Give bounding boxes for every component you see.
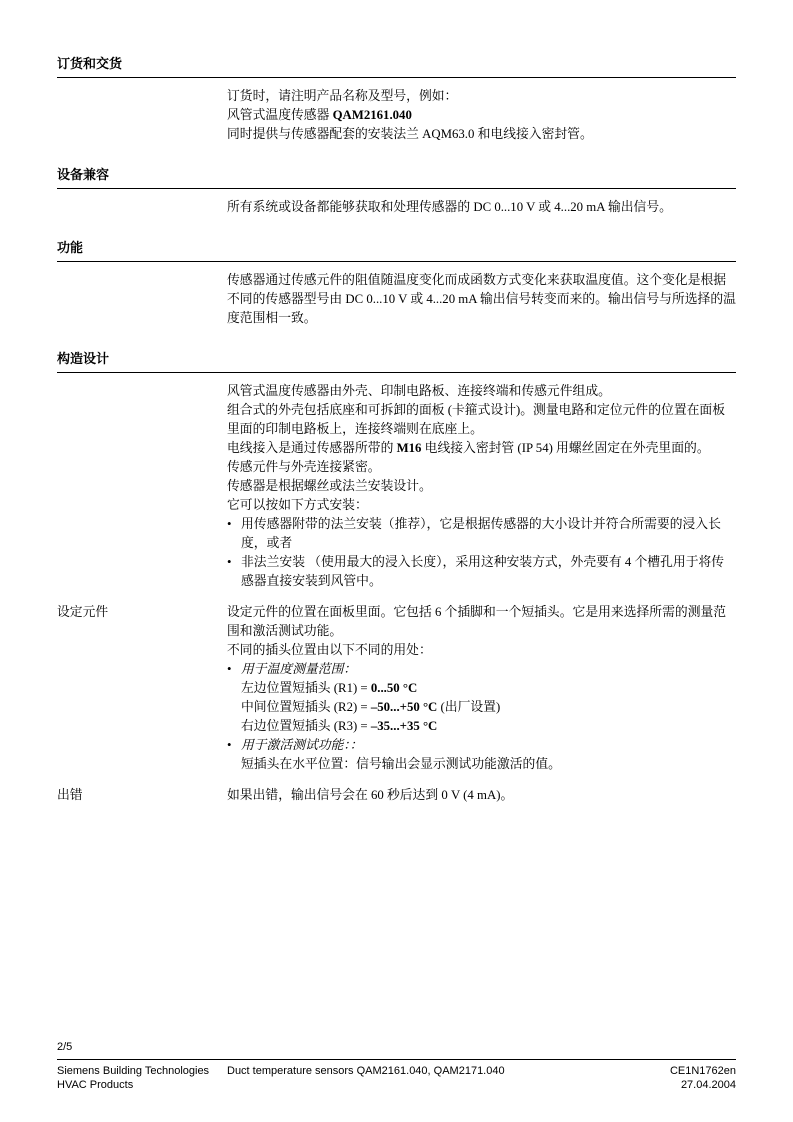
range-settings (227, 679, 736, 736)
range-r1 (241, 679, 736, 698)
section-title: 设备兼容 (57, 167, 110, 182)
side-label-empty (57, 382, 227, 591)
side-label-empty (57, 87, 227, 144)
footer-row (57, 1078, 736, 1092)
error-block (57, 786, 736, 805)
section-content (227, 198, 736, 217)
paragraph (227, 439, 736, 458)
section-rule (57, 77, 736, 78)
side-label-empty (57, 271, 227, 328)
section-body (57, 87, 736, 144)
gland-type: M16 (396, 441, 422, 455)
text-run: 风管式温度传感器 (227, 108, 333, 122)
section-content (227, 786, 736, 805)
footer-date: 27.04.2004 (680, 1079, 736, 1091)
test-function-note (227, 755, 736, 774)
bullet-icon: • (227, 555, 232, 569)
text-run: (出厂设置) (437, 700, 501, 714)
product-model: QAM2161.040 (332, 108, 412, 122)
paragraph: 短插头在水平位置：信号输出会显示测试功能激活的值。 (241, 757, 561, 771)
section-content (227, 382, 736, 591)
side-label-setting-element: 设定元件 (57, 605, 109, 619)
section-title: 功能 (57, 240, 84, 255)
section-rule (57, 261, 736, 262)
paragraph: 如果出错，输出信号会在 60 秒后达到 0 V (4 mA)。 (227, 788, 514, 802)
paragraph (227, 106, 736, 125)
section-content (227, 271, 736, 328)
side-label-error: 出错 (57, 788, 83, 802)
setting-element-block (57, 603, 736, 774)
section-body (57, 271, 736, 328)
bullet-item (227, 553, 736, 591)
bullet-icon: • (227, 662, 232, 676)
text-run: 右边位置短插头 (R3) = (241, 719, 371, 733)
footer (57, 1040, 736, 1092)
paragraph: 所有系统或设备都能够获取和处理传感器的 DC 0...10 V 或 4...20 mA 输出信号。 (227, 200, 672, 214)
paragraph: 传感器通过传感元件的阻值随温度变化而成函数方式变化来获取温度值。这个变化是根据不同的传感器型号由 DC 0...10 V 或 4...20 mA 输出信号转变而来的。输出信号与所选择的温度范围相一致。 (227, 273, 736, 325)
text-run: 电线接入是通过传感器所带的 (227, 441, 397, 455)
paragraph: 风管式温度传感器由外壳、印制电路板、连接终端和传感元件组成。 (227, 384, 611, 398)
range-r2-value: –50...+50 °C (370, 700, 438, 714)
text-run: 电线接入密封管 (IP 54) 用螺丝固定在外壳里面的。 (421, 441, 710, 455)
paragraph: 它可以按如下方式安装： (227, 498, 368, 512)
range-r1-value: 0...50 °C (370, 681, 418, 695)
section-design (57, 349, 736, 805)
section-content (227, 603, 736, 774)
bullet-icon: • (227, 517, 232, 531)
footer-spacer (227, 1078, 681, 1092)
bullet-text: 用于温度测量范围： (241, 662, 357, 676)
bullet-item (227, 515, 736, 553)
section-body (57, 198, 736, 217)
paragraph: 设定元件的位置在面板里面。它包括 6 个插脚和一个短插头。它是用来选择所需的测量范围和激活测试功能。 (227, 605, 727, 638)
section-function (57, 238, 736, 328)
paragraph: 组合式的外壳包括底座和可拆卸的面板 (卡箍式设计)。测量电路和定位元件的位置在面板里面的印制电路板上，连接终端则在底座上。 (227, 403, 726, 436)
section-ordering (57, 54, 736, 144)
bullet-text: 非法兰安装 （使用最大的浸入长度），采用这种安装方式，外壳要有 4 个槽孔用于将传感器直接安装到风管中。 (241, 555, 725, 588)
section-title: 构造设计 (57, 351, 110, 366)
paragraph: 传感器是根据螺丝或法兰安装设计。 (227, 479, 432, 493)
footer-rule (57, 1059, 736, 1060)
section-title: 订货和交货 (57, 56, 123, 71)
bullet-text: 用于激活测试功能：： (241, 738, 363, 752)
paragraph: 同时提供与传感器配套的安装法兰 AQM63.0 和电线接入密封管。 (227, 127, 593, 141)
section-rule (57, 188, 736, 189)
section-content (227, 87, 736, 144)
footer-doc-number: CE1N1762en (669, 1065, 736, 1077)
design-main-block (57, 382, 736, 591)
footer-doc-title: Duct temperature sensors QAM2161.040, QAM2171.040 (227, 1065, 505, 1077)
paragraph: 订货时，请注明产品名称及型号，例如： (227, 89, 458, 103)
bullet-icon: • (227, 738, 232, 752)
paragraph: 传感元件与外壳连接紧密。 (227, 460, 381, 474)
side-label-empty (57, 198, 227, 217)
section-rule (57, 372, 736, 373)
page-number: 2/5 (57, 1041, 73, 1053)
footer-company: Siemens Building Technologies (57, 1065, 210, 1077)
range-r3 (241, 717, 736, 736)
footer-row (57, 1064, 736, 1078)
range-r2 (241, 698, 736, 717)
bullet-text: 用传感器附带的法兰安装（推荐），它是根据传感器的大小设计并符合所需要的浸入长度，或者 (241, 517, 721, 550)
bullet-item (227, 736, 736, 755)
section-compatibility (57, 165, 736, 217)
range-r3-value: –35...+35 °C (370, 719, 438, 733)
footer-division: HVAC Products (57, 1079, 134, 1091)
bullet-item (227, 660, 736, 679)
text-run: 左边位置短插头 (R1) = (241, 681, 371, 695)
text-run: 中间位置短插头 (R2) = (241, 700, 371, 714)
paragraph: 不同的插头位置由以下不同的用处： (227, 643, 432, 657)
